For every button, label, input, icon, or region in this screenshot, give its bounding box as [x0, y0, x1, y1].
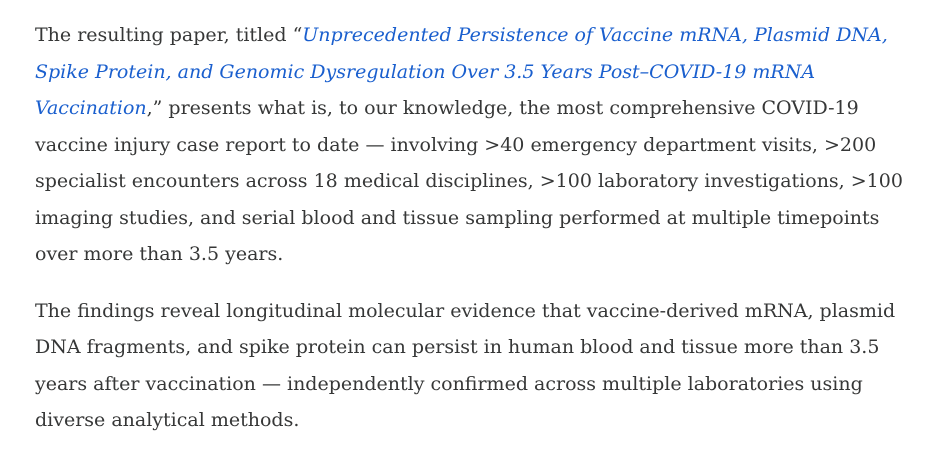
article-body [35, 17, 907, 439]
paper-title-link[interactable]: Unprecedented Persistence of Vaccine mRNA, Plasmid DNA, Spike Protein, and Genomic Dysregulation Over 3.5 Years Post–COVID-19 mRNA Vaccination [35, 24, 888, 119]
paragraph-summary-text: ,” presents what is, to our knowledge, the most comprehensive COVID-19 vaccine injury case report to date — involving >40 emergency department visits, >200 specialist encounters across 18 medical disciplines, >100 laboratory investigations, >100 imaging studies, and serial blood and tissue sampling performed at multiple timepoints over more than 3.5 years. [35, 97, 903, 265]
paragraph-findings: The findings reveal longitudinal molecular evidence that vaccine-derived mRNA, plasmid DNA fragments, and spike protein can persist in human blood and tissue more than 3.5 years after vaccination — independently confirmed across multiple laboratories using diverse analytical methods. [35, 299, 896, 431]
paragraph-paper-summary [35, 17, 907, 273]
paragraph-intro-text: The resulting paper, titled “ [35, 24, 303, 46]
